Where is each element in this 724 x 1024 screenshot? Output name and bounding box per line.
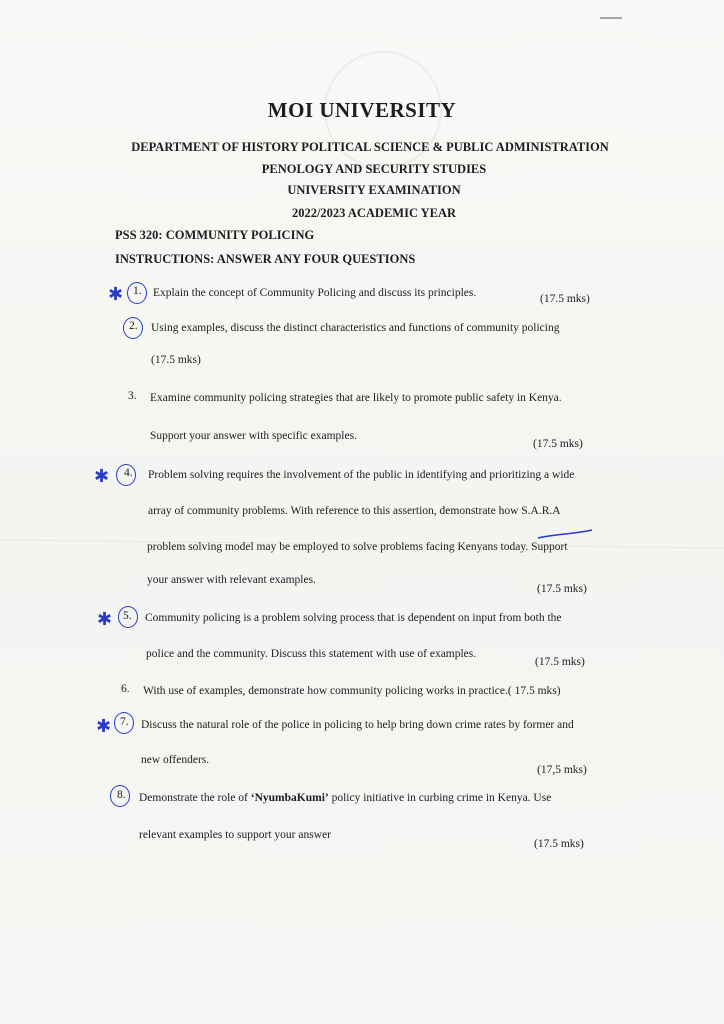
instructions: INSTRUCTIONS: ANSWER ANY FOUR QUESTIONS [115,252,416,266]
question-marks: (17.5 mks) [540,293,590,305]
star-mark-icon: ✱ [96,716,112,737]
question-number: 7. [120,716,129,728]
question-marks: (17.5 mks) [537,583,587,595]
question-number: 2. [129,320,138,332]
question-text: Discuss the natural role of the police in policing to help bring down crime rates by former and [141,719,574,731]
policy-name: ‘NyumbaKumi’ [250,792,329,804]
star-mark-icon: ✱ [108,284,124,305]
question-text: Community policing is a problem solving process that is dependent on input from both the [145,612,562,624]
question-text-part: Demonstrate the role of [139,792,251,804]
question-marks: (17.5 mks) [151,354,201,366]
question-marks: (17,5 mks) [537,764,587,776]
question-text: Explain the concept of Community Policing and discuss its principles. [153,287,477,299]
question-number: 1. [133,285,142,297]
question-number: 5. [123,610,132,622]
question-text: array of community problems. With reference to this assertion, demonstrate how S.A.R.A [148,505,561,517]
question-marks: (17.5 mks) [534,838,584,850]
programme-heading: PENOLOGY AND SECURITY STUDIES [261,162,487,176]
university-title: MOI UNIVERSITY [267,98,457,122]
star-mark-icon: ✱ [94,466,110,487]
question-marks: (17.5 mks) [533,438,583,450]
question-text: relevant examples to support your answer [139,829,331,841]
question-text: With use of examples, demonstrate how community policing works in practice.( 17.5 mks) [143,685,561,697]
question-number: 4. [124,467,133,479]
question-text: your answer with relevant examples. [147,574,316,586]
question-text: problem solving model may be employed to solve problems facing Kenyans today. Support [147,541,568,553]
question-text-part: policy initiative in curbing crime in Kenya. Use [328,792,552,804]
question-marks: (17.5 mks) [535,656,585,668]
question-text: Problem solving requires the involvement of the public in identifying and prioritizing a wide [148,469,575,481]
academic-year: 2022/2023 ACADEMIC YEAR [291,206,457,220]
question-text: new offenders. [141,754,210,766]
question-number: 8. [117,789,126,801]
department-heading: DEPARTMENT OF HISTORY POLITICAL SCIENCE & PUBLIC ADMINISTRATION [131,140,609,154]
question-text: Examine community policing strategies that are likely to promote public safety in Kenya. [150,392,562,404]
question-text [139,792,551,806]
star-mark-icon: ✱ [97,609,113,630]
course-title: PSS 320: COMMUNITY POLICING [115,228,315,242]
question-text: police and the community. Discuss this statement with use of examples. [146,648,477,660]
exam-heading: UNIVERSITY EXAMINATION [287,183,461,197]
question-number: 3. [128,390,137,402]
question-text: Support your answer with specific examples. [150,430,357,442]
question-text: Using examples, discuss the distinct characteristics and functions of community policing [151,322,560,334]
question-number: 6. [121,683,130,695]
